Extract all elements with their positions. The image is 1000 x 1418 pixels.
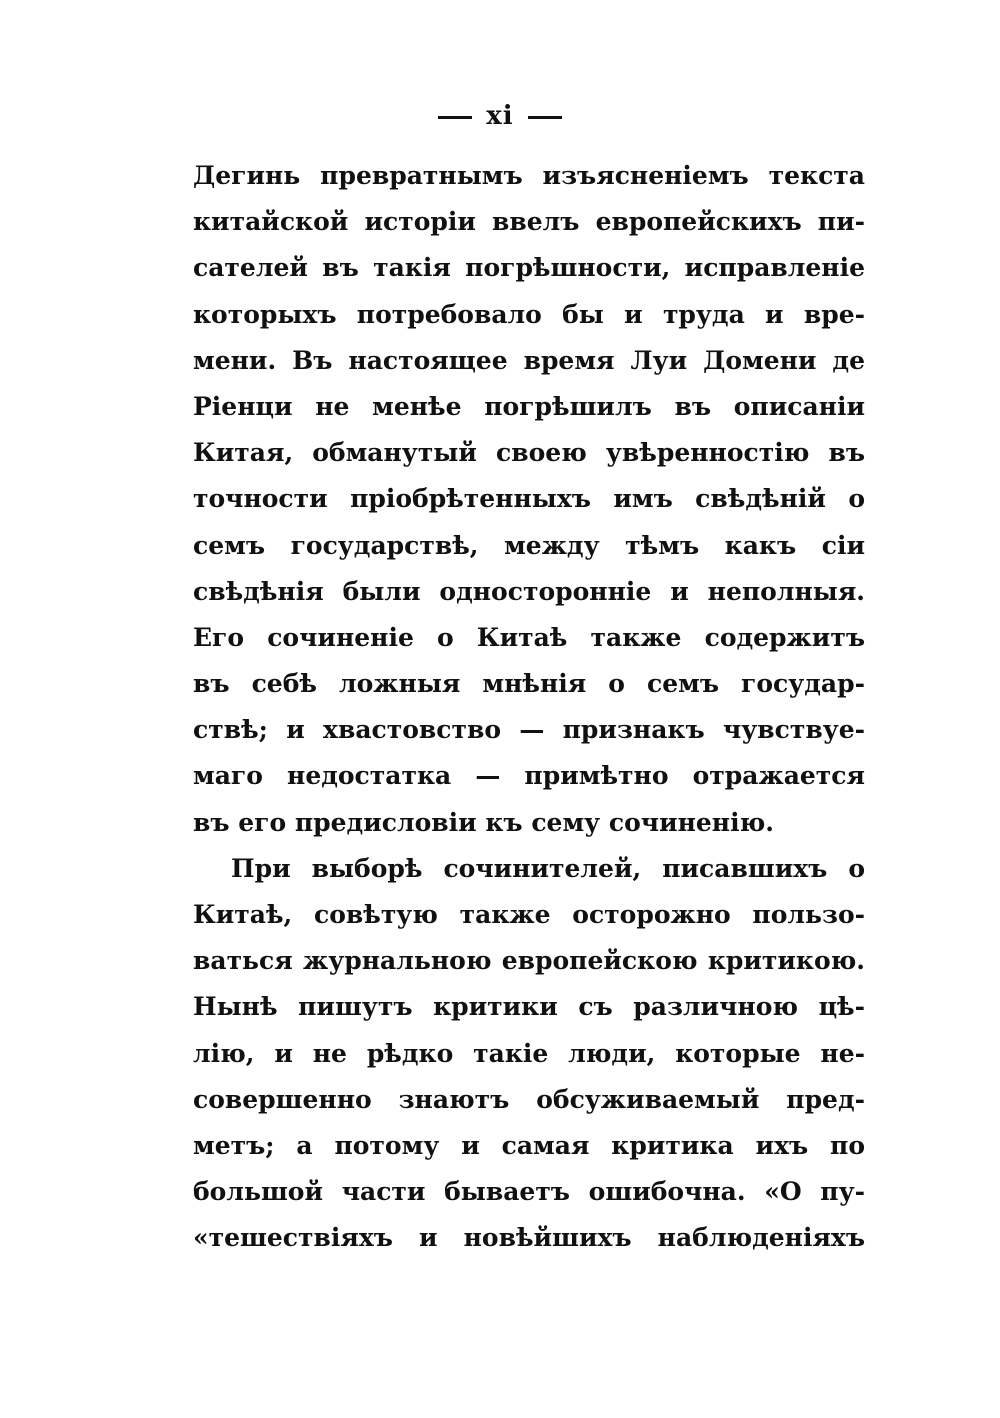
text-line: совершенно знаютъ обсуживаемый пред- [193, 1084, 865, 1114]
text-line: семъ государствѣ, между тѣмъ какъ сіи [193, 530, 865, 560]
page-header [0, 96, 1000, 136]
header-dash-right [528, 116, 562, 119]
paragraph-1 [193, 153, 865, 846]
text-line: Китаѣ, совѣтую также осторожно пользо- [193, 900, 865, 929]
text-line: въ себѣ ложныя мнѣнія о семъ государ- [193, 669, 865, 699]
page-number: xi [486, 101, 514, 131]
text-line: метъ; а потому и самая критика ихъ по [193, 1130, 865, 1160]
text-line: Дегинь превратнымъ изъясненіемъ текста [193, 161, 865, 190]
text-line: При выборѣ сочинителей, писавшихъ о [231, 853, 865, 883]
text-line: китайской исторіи ввелъ европейскихъ пи- [193, 207, 865, 237]
text-line: сателей въ такія погрѣшности, исправленіе [193, 253, 865, 283]
text-line: маго недостатка — примѣтно отражается [193, 761, 865, 791]
text-line: Китая, обманутый своею увѣренностію въ [193, 438, 865, 468]
text-line: лію, и не рѣдко такіе люди, которые не- [193, 1038, 865, 1068]
text-line: мени. Въ настоящее время Луи Домени де [193, 345, 865, 375]
text-line: ствѣ; и хвастовство — признакъ чувствуе- [193, 715, 865, 745]
paragraph-2 [193, 846, 865, 1262]
text-line: которыхъ потребовало бы и труда и вре- [193, 299, 865, 329]
text-line: Его сочиненіе о Китаѣ также содержитъ [193, 622, 865, 652]
text-line: ваться журнальною европейскою критикою. [193, 946, 865, 976]
text-line: Нынѣ пишутъ критики съ различною цѣ- [193, 992, 865, 1022]
body-text [193, 153, 865, 1262]
text-line: «тешествіяхъ и новѣйшихъ наблюденіяхъ [193, 1223, 865, 1253]
text-line: большой части бываетъ ошибочна. «О пу- [193, 1177, 865, 1207]
text-line: Ріенци не менѣе погрѣшилъ въ описаніи [193, 391, 865, 421]
text-line: точности пріобрѣтенныхъ имъ свѣдѣній о [193, 484, 865, 514]
text-line: въ его предисловіи къ сему сочиненію. [193, 807, 774, 837]
text-line: свѣдѣнія были односторонніе и неполныя. [193, 576, 865, 606]
header-dash-left [438, 116, 472, 119]
